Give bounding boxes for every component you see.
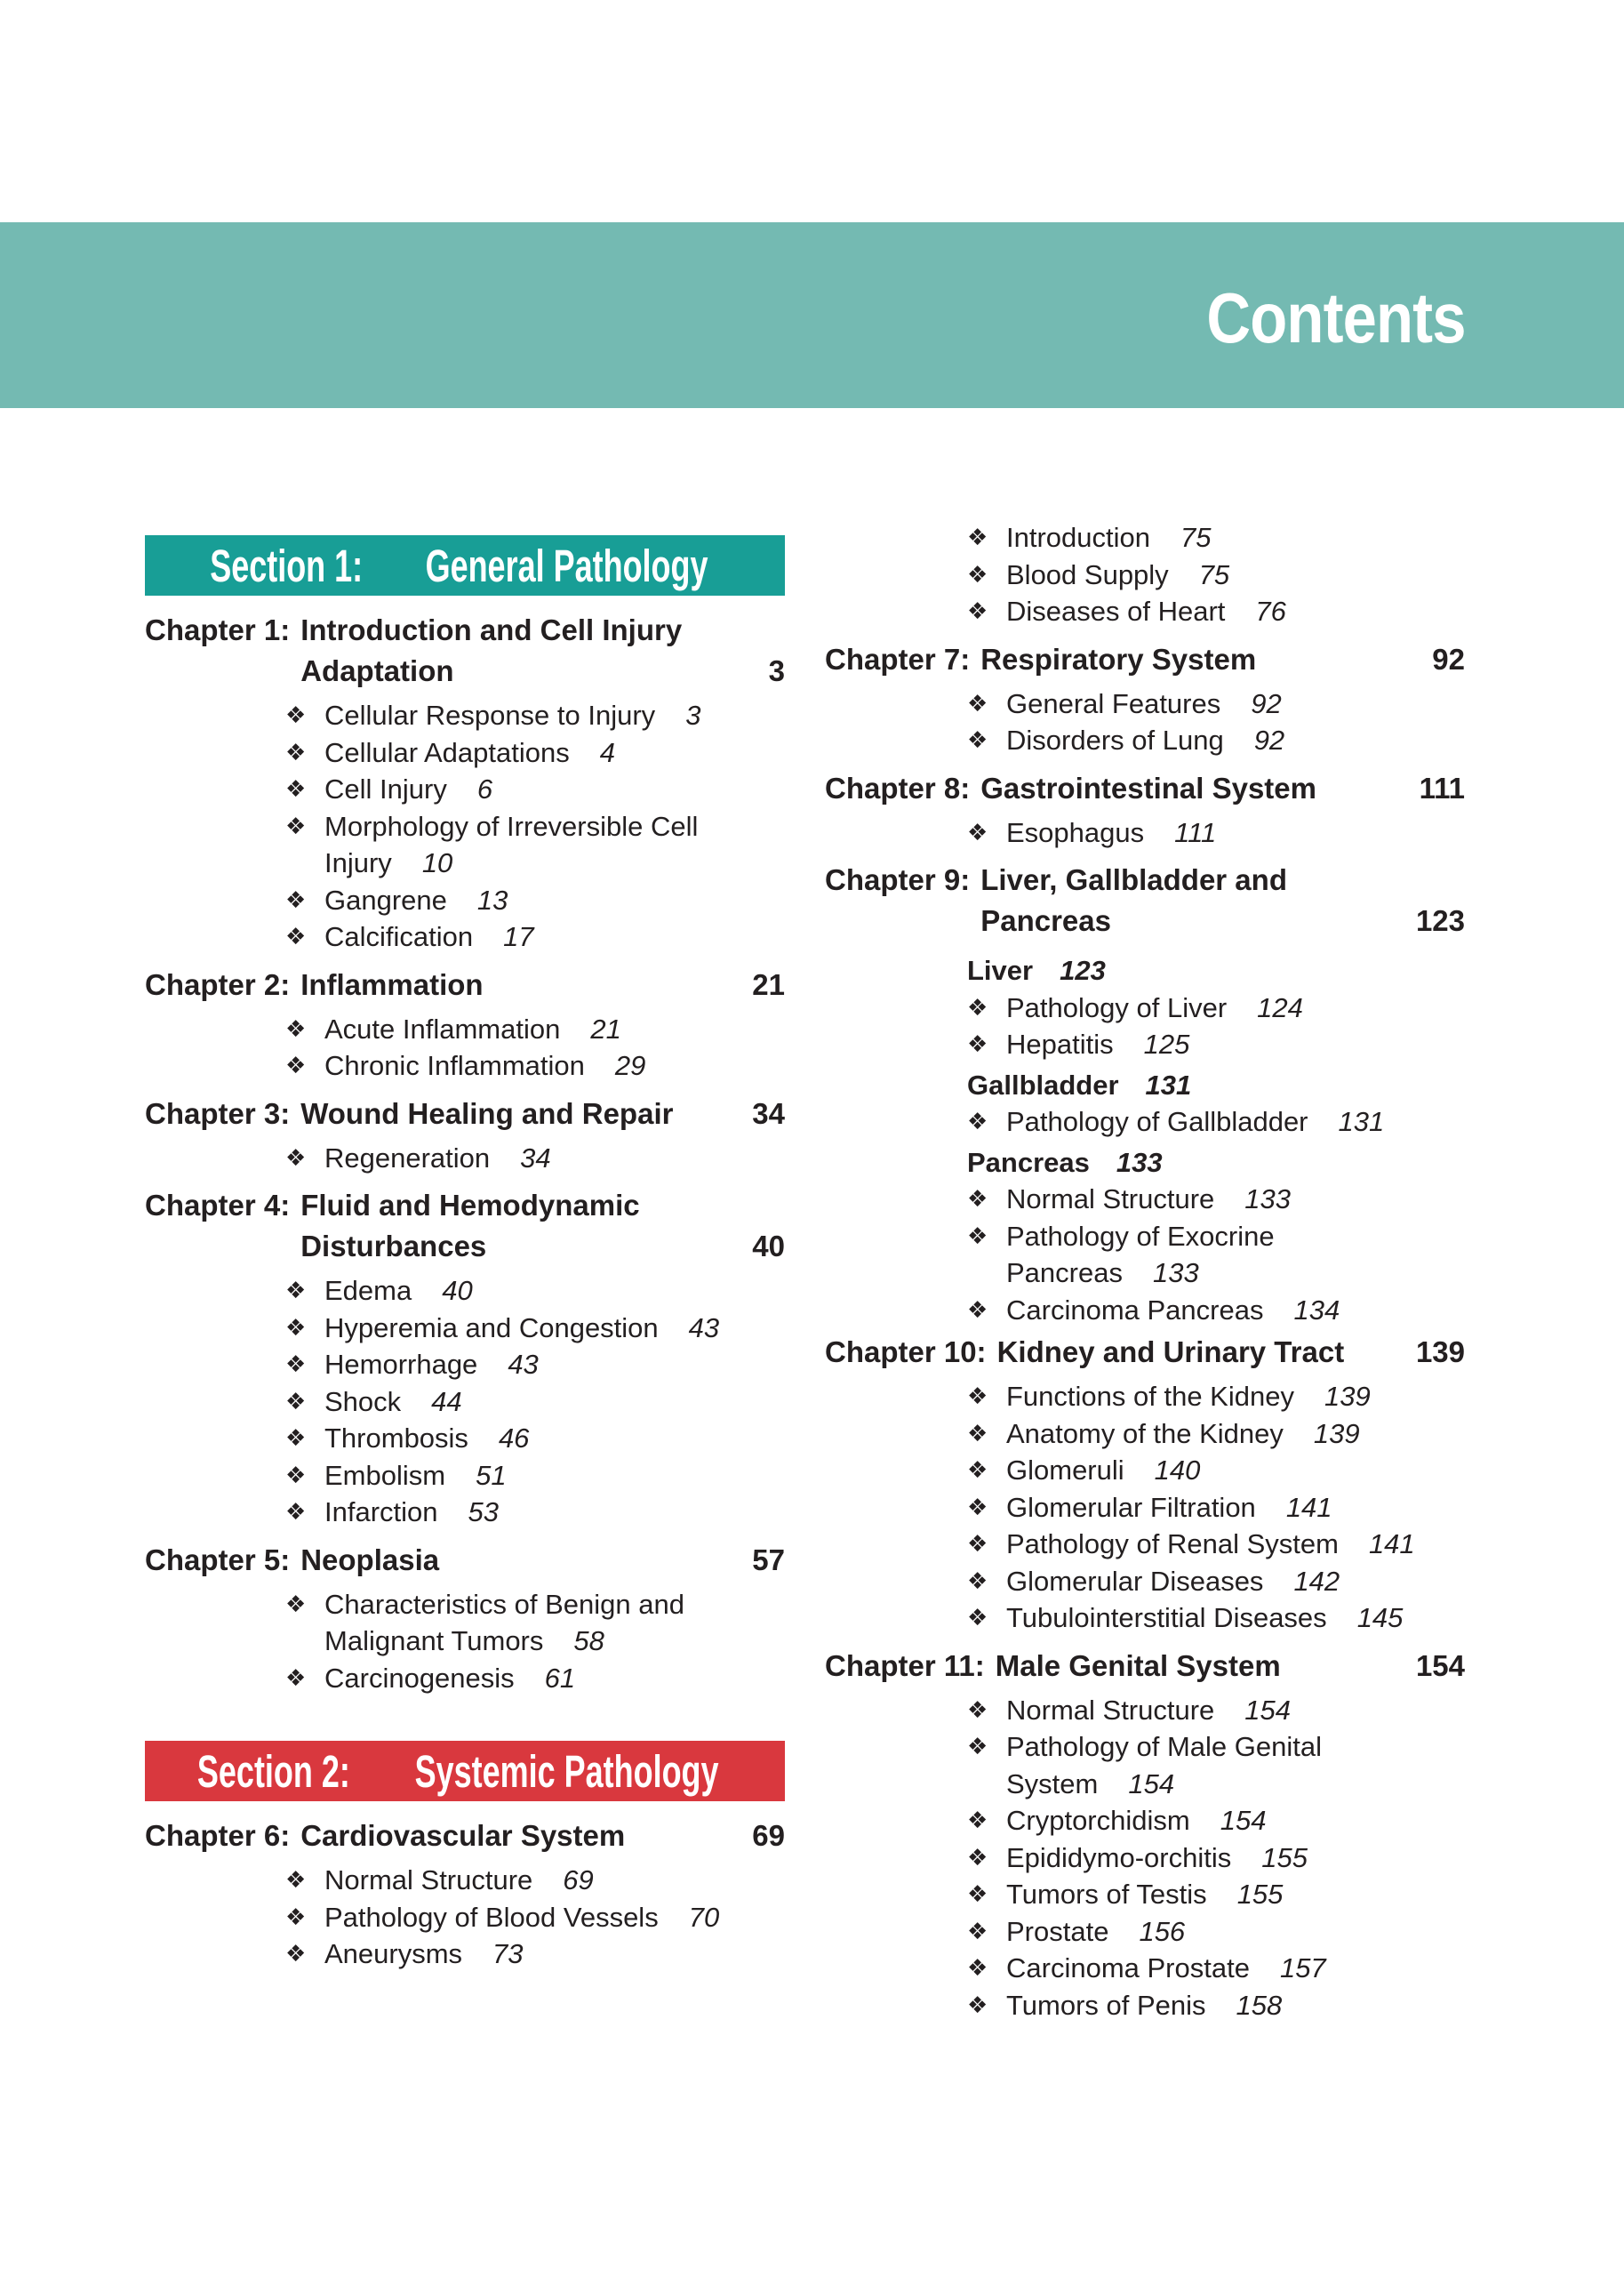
topic-title: Hyperemia and Congestion — [324, 1311, 659, 1343]
topic-page-number: 134 — [1293, 1294, 1340, 1326]
topic-entry[interactable] — [967, 1026, 1465, 1063]
topic-title: Carcinoma Pancreas — [1006, 1294, 1264, 1326]
diamond-bullet-icon: ❖ — [967, 1843, 988, 1871]
topic-page-number: 154 — [1220, 1805, 1267, 1836]
chapter-title: Fluid and Hemodynamic Disturbances — [300, 1189, 640, 1262]
topic-entry[interactable] — [285, 1660, 785, 1697]
topic-page-number: 141 — [1285, 1491, 1332, 1523]
topic-entry[interactable] — [285, 1862, 785, 1899]
topic-page-number: 154 — [1128, 1767, 1175, 1799]
section-title: General Pathology — [425, 540, 708, 591]
topic-entry[interactable] — [967, 1692, 1465, 1729]
diamond-bullet-icon: ❖ — [285, 1940, 307, 1967]
topic-page-number: 158 — [1236, 1989, 1283, 2021]
diamond-bullet-icon: ❖ — [967, 1807, 988, 1833]
diamond-bullet-icon: ❖ — [967, 1991, 988, 2018]
topic-list — [825, 685, 1465, 759]
topic-title: Normal Structure — [324, 1864, 533, 1895]
topic-title: Acute Inflammation — [324, 1013, 561, 1045]
topic-entry[interactable] — [967, 1378, 1465, 1415]
topic-page-number: 155 — [1261, 1841, 1308, 1873]
chapter-label: Chapter 7: — [825, 642, 971, 676]
topic-page-number: 69 — [563, 1864, 594, 1895]
topic-title: Gangrene — [324, 884, 447, 916]
diamond-bullet-icon: ❖ — [285, 701, 307, 728]
topic-page-number: 142 — [1293, 1565, 1340, 1597]
topic-entry[interactable] — [967, 1563, 1465, 1600]
diamond-bullet-icon: ❖ — [285, 1143, 307, 1171]
topic-entry[interactable] — [967, 814, 1465, 852]
topic-entry[interactable] — [285, 697, 785, 734]
topic-list — [145, 1140, 785, 1177]
diamond-bullet-icon: ❖ — [285, 1590, 307, 1617]
topic-entry[interactable] — [967, 1950, 1465, 1987]
topic-entry[interactable] — [285, 1310, 785, 1347]
topic-title: Epididymo-orchitis — [1006, 1841, 1232, 1873]
chapter-page-number: 92 — [1432, 642, 1465, 676]
chapter-label: Chapter 8: — [825, 771, 971, 805]
topic-page-number: 131 — [1338, 1106, 1385, 1137]
diamond-bullet-icon: ❖ — [967, 1880, 988, 1907]
topic-entry[interactable] — [967, 1452, 1465, 1489]
topic-title: Tumors of Testis — [1006, 1879, 1207, 1910]
topic-entry[interactable] — [285, 771, 785, 808]
topic-list — [145, 1272, 785, 1531]
diamond-bullet-icon: ❖ — [967, 1695, 988, 1723]
chapter-label: Chapter 3: — [145, 1096, 291, 1130]
topic-page-number: 44 — [431, 1385, 462, 1417]
chapter-title: Wound Healing and Repair — [300, 1096, 674, 1130]
topic-page-number: 92 — [1251, 687, 1282, 719]
topic-page-number: 17 — [503, 921, 534, 952]
topic-title: Cell Injury — [324, 773, 447, 805]
topic-page-number: 140 — [1154, 1455, 1201, 1486]
topic-entry[interactable] — [967, 1415, 1465, 1453]
diamond-bullet-icon: ❖ — [285, 1663, 307, 1691]
topic-title: Esophagus — [1006, 816, 1145, 848]
topic-title: General Features — [1006, 687, 1221, 719]
diamond-bullet-icon: ❖ — [967, 993, 988, 1021]
diamond-bullet-icon: ❖ — [967, 1530, 988, 1557]
subsection-page-number: 123 — [1060, 955, 1106, 986]
subsection-heading[interactable] — [825, 1067, 1465, 1104]
topic-entry[interactable] — [967, 1802, 1465, 1839]
diamond-bullet-icon: ❖ — [967, 1917, 988, 1944]
chapter-page-number: 40 — [752, 1230, 785, 1262]
topic-list — [825, 990, 1465, 1063]
section-heading-text — [182, 1745, 748, 1798]
topic-entry[interactable] — [967, 593, 1465, 630]
topic-title: Anatomy of the Kidney — [1006, 1417, 1284, 1449]
toc-right-column — [825, 522, 1465, 2032]
chapter-label: Chapter 11: — [825, 1648, 985, 1682]
diamond-bullet-icon: ❖ — [285, 1866, 307, 1893]
chapter-label: Chapter 2: — [145, 967, 291, 1001]
chapter-title: Gastrointestinal System — [980, 771, 1316, 805]
toc-left-column — [145, 535, 785, 1982]
topic-page-number: 70 — [688, 1901, 720, 1933]
topic-page-number: 43 — [688, 1311, 720, 1343]
topic-title: Characteristics of Benign and Malignant Tumors — [324, 1588, 684, 1656]
topic-title: Pathology of Male Genital System — [1006, 1731, 1322, 1799]
diamond-bullet-icon: ❖ — [967, 1954, 988, 1981]
topic-entry[interactable] — [285, 1420, 785, 1457]
diamond-bullet-icon: ❖ — [967, 1108, 988, 1134]
topic-title: Glomerular Filtration — [1006, 1491, 1256, 1523]
topic-page-number: 51 — [476, 1459, 507, 1491]
topic-title: Prostate — [1006, 1915, 1109, 1947]
chapter-title: Male Genital System — [995, 1648, 1281, 1682]
chapter-label: Chapter 6: — [145, 1819, 291, 1852]
chapter-page-number: 34 — [752, 1096, 785, 1130]
chapter-label: Chapter 9: — [825, 863, 971, 896]
diamond-bullet-icon: ❖ — [967, 524, 988, 550]
topic-list — [145, 1011, 785, 1085]
topic-page-number: 29 — [614, 1050, 646, 1081]
chapter-title: Liver, Gallbladder and Pancreas — [980, 863, 1287, 937]
chapter-heading[interactable] — [825, 768, 1465, 809]
topic-title: Pathology of Gallbladder — [1006, 1106, 1308, 1137]
topic-title: Hepatitis — [1006, 1029, 1114, 1060]
topic-entry[interactable] — [967, 1728, 1465, 1802]
topic-list — [825, 1181, 1465, 1328]
topic-page-number: 61 — [544, 1662, 576, 1694]
topic-title: Morphology of Irreversible Cell Injury — [324, 810, 699, 878]
topic-entry[interactable] — [285, 1899, 785, 1936]
topic-entry[interactable] — [967, 1839, 1465, 1877]
topic-page-number: 46 — [498, 1422, 530, 1454]
section-title: Systemic Pathology — [414, 1745, 719, 1797]
topic-title: Shock — [324, 1385, 402, 1417]
topic-title: Diseases of Heart — [1006, 596, 1226, 627]
chapter-heading[interactable] — [825, 1332, 1465, 1373]
diamond-bullet-icon: ❖ — [285, 923, 307, 950]
topic-entry[interactable] — [967, 1181, 1465, 1218]
topic-page-number: 133 — [1152, 1257, 1199, 1288]
topic-entry[interactable] — [285, 734, 785, 772]
subsection-page-number: 133 — [1116, 1146, 1163, 1178]
chapter-page-number: 123 — [1415, 904, 1465, 937]
subsection-heading[interactable] — [825, 1144, 1465, 1182]
subsection-title: Gallbladder — [967, 1069, 1119, 1101]
topic-page-number: 155 — [1236, 1879, 1284, 1910]
topic-title: Thrombosis — [324, 1422, 468, 1454]
diamond-bullet-icon: ❖ — [967, 689, 988, 717]
chapter-title: Introduction and Cell Injury Adaptation — [300, 613, 683, 687]
topic-title: Carcinogenesis — [324, 1662, 515, 1694]
topic-title: Embolism — [324, 1459, 446, 1491]
chapter-heading[interactable] — [145, 1094, 785, 1134]
topic-title: Normal Structure — [1006, 1694, 1215, 1726]
topic-title: Pathology of Liver — [1006, 991, 1228, 1023]
topic-page-number: 92 — [1253, 725, 1285, 756]
topic-title: Regeneration — [324, 1142, 491, 1174]
diamond-bullet-icon: ❖ — [967, 1295, 988, 1323]
topic-title: Hemorrhage — [324, 1349, 478, 1380]
topic-title: Functions of the Kidney — [1006, 1381, 1294, 1412]
topic-page-number: 73 — [492, 1938, 524, 1969]
chapter-title: Inflammation — [300, 967, 484, 1001]
topic-entry[interactable] — [967, 1913, 1465, 1951]
topic-entry[interactable] — [285, 1383, 785, 1421]
diamond-bullet-icon: ❖ — [967, 1382, 988, 1409]
topic-title: Normal Structure — [1006, 1183, 1215, 1214]
topic-page-number: 34 — [520, 1142, 551, 1174]
chapter-label: Chapter 5: — [145, 1543, 291, 1576]
topic-title: Glomeruli — [1006, 1455, 1124, 1486]
topic-page-number: 4 — [599, 736, 615, 768]
diamond-bullet-icon: ❖ — [967, 1419, 988, 1447]
topic-entry[interactable] — [285, 1272, 785, 1310]
topic-title: Cellular Adaptations — [324, 736, 570, 768]
section-heading — [145, 1741, 785, 1801]
topic-entry[interactable] — [285, 1011, 785, 1048]
topic-title: Blood Supply — [1006, 558, 1169, 590]
chapter-page-number: 57 — [752, 1543, 785, 1576]
topic-title: Glomerular Diseases — [1006, 1565, 1264, 1597]
topic-entry[interactable] — [285, 1457, 785, 1495]
topic-page-number: 75 — [1180, 522, 1212, 553]
diamond-bullet-icon: ❖ — [285, 1424, 307, 1451]
chapter-page-number: 139 — [1415, 1335, 1465, 1368]
chapter-label: Chapter 4: — [145, 1189, 291, 1222]
topic-list — [825, 1692, 1465, 2024]
topic-page-number: 133 — [1244, 1183, 1292, 1214]
chapter-title: Cardiovascular System — [300, 1819, 626, 1852]
diamond-bullet-icon: ❖ — [285, 886, 307, 913]
topic-entry[interactable] — [967, 1292, 1465, 1329]
diamond-bullet-icon: ❖ — [285, 775, 307, 802]
topic-page-number: 10 — [421, 847, 453, 878]
topic-page-number: 75 — [1198, 558, 1230, 590]
topic-entry[interactable] — [967, 1876, 1465, 1913]
topic-page-number: 21 — [590, 1013, 621, 1045]
topic-page-number: 157 — [1279, 1952, 1326, 1983]
topic-entry[interactable] — [967, 1526, 1465, 1563]
topic-title: Cellular Response to Injury — [324, 700, 656, 731]
diamond-bullet-icon: ❖ — [967, 1222, 988, 1249]
topic-entry[interactable] — [285, 1047, 785, 1085]
topic-page-number: 156 — [1139, 1915, 1186, 1947]
topic-list — [145, 697, 785, 956]
topic-title: Pathology of Blood Vessels — [324, 1901, 659, 1933]
topic-entry[interactable] — [967, 519, 1465, 557]
diamond-bullet-icon: ❖ — [967, 560, 988, 588]
topic-title: Calcification — [324, 921, 474, 952]
diamond-bullet-icon: ❖ — [285, 1387, 307, 1414]
topic-title: Introduction — [1006, 522, 1150, 553]
topic-page-number: 58 — [573, 1625, 604, 1656]
diamond-bullet-icon: ❖ — [967, 597, 988, 624]
chapter-page-number: 154 — [1415, 1648, 1465, 1682]
diamond-bullet-icon: ❖ — [285, 1052, 307, 1078]
topic-list — [145, 1586, 785, 1697]
topic-entry[interactable] — [967, 1987, 1465, 2024]
chapter-heading[interactable] — [825, 1646, 1465, 1687]
diamond-bullet-icon: ❖ — [285, 1498, 307, 1525]
topic-page-number: 6 — [476, 773, 493, 805]
subsection-page-number: 131 — [1145, 1069, 1192, 1101]
chapter-title: Respiratory System — [980, 642, 1257, 676]
topic-page-number: 40 — [442, 1275, 473, 1306]
subsection-heading[interactable] — [825, 952, 1465, 990]
page-title: Contents — [1206, 278, 1466, 357]
section-heading — [145, 535, 785, 596]
chapter-page-number: 69 — [752, 1819, 785, 1852]
topic-page-number: 111 — [1174, 816, 1217, 848]
topic-entry[interactable] — [285, 1494, 785, 1531]
topic-title: Tumors of Penis — [1006, 1989, 1206, 2021]
topic-entry[interactable] — [967, 1599, 1465, 1637]
topic-title: Carcinoma Prostate — [1006, 1952, 1250, 1983]
topic-list — [825, 1378, 1465, 1637]
chapter-page-number: 21 — [752, 967, 785, 1001]
topic-list — [145, 1862, 785, 1973]
diamond-bullet-icon: ❖ — [967, 818, 988, 845]
topic-page-number: 154 — [1244, 1694, 1292, 1726]
topic-entry[interactable] — [967, 1489, 1465, 1527]
diamond-bullet-icon: ❖ — [285, 1313, 307, 1341]
chapter-title: Neoplasia — [300, 1543, 440, 1576]
diamond-bullet-icon: ❖ — [285, 1350, 307, 1377]
topic-entry[interactable] — [967, 685, 1465, 723]
topic-page-number: 76 — [1255, 596, 1286, 627]
chapter-heading[interactable] — [145, 1815, 785, 1856]
topic-title: Infarction — [324, 1496, 438, 1527]
section-heading-text — [195, 540, 734, 592]
section-label: Section 1: — [209, 540, 363, 591]
subsection-title: Liver — [967, 955, 1034, 986]
diamond-bullet-icon: ❖ — [285, 1014, 307, 1042]
topic-title: Pathology of Exocrine Pancreas — [1006, 1220, 1275, 1288]
topic-entry[interactable] — [285, 1935, 785, 1973]
diamond-bullet-icon: ❖ — [967, 1456, 988, 1483]
chapter-heading[interactable] — [145, 610, 785, 692]
diamond-bullet-icon: ❖ — [967, 1493, 988, 1520]
chapter-label: Chapter 10: — [825, 1335, 987, 1368]
chapter-heading[interactable] — [825, 639, 1465, 680]
chapter-heading[interactable] — [825, 860, 1465, 942]
topic-page-number: 53 — [468, 1496, 499, 1527]
topic-entry[interactable] — [967, 1103, 1465, 1141]
subsection-title: Pancreas — [967, 1146, 1090, 1178]
topic-page-number: 124 — [1257, 991, 1303, 1023]
topic-page-number: 43 — [508, 1349, 539, 1380]
diamond-bullet-icon: ❖ — [967, 1733, 988, 1759]
chapter-heading[interactable] — [145, 1185, 785, 1267]
topic-list — [825, 519, 1465, 630]
topic-title: Tubulointerstitial Diseases — [1006, 1602, 1327, 1633]
topic-title: Edema — [324, 1275, 412, 1306]
topic-entry[interactable] — [285, 882, 785, 919]
topic-entry[interactable] — [285, 808, 785, 882]
chapter-title: Kidney and Urinary Tract — [996, 1335, 1345, 1368]
topic-entry[interactable] — [285, 1346, 785, 1383]
chapter-heading[interactable] — [145, 1540, 785, 1581]
diamond-bullet-icon: ❖ — [967, 1604, 988, 1631]
diamond-bullet-icon: ❖ — [967, 726, 988, 753]
diamond-bullet-icon: ❖ — [967, 1567, 988, 1594]
chapter-heading[interactable] — [145, 965, 785, 1006]
topic-entry[interactable] — [967, 1218, 1465, 1292]
topic-title: Pathology of Renal System — [1006, 1528, 1339, 1559]
chapter-label: Chapter 1: — [145, 613, 291, 646]
diamond-bullet-icon: ❖ — [285, 1277, 307, 1303]
section-label: Section 2: — [196, 1745, 350, 1797]
topic-entry[interactable] — [285, 1140, 785, 1177]
topic-entry[interactable] — [967, 722, 1465, 759]
contents-banner — [0, 222, 1624, 408]
topic-page-number: 125 — [1143, 1029, 1190, 1060]
topic-page-number: 141 — [1368, 1528, 1415, 1559]
topic-entry[interactable] — [967, 990, 1465, 1027]
diamond-bullet-icon: ❖ — [285, 1903, 307, 1930]
topic-page-number: 3 — [685, 700, 701, 731]
topic-entry[interactable] — [285, 918, 785, 956]
topic-title: Cryptorchidism — [1006, 1805, 1190, 1836]
topic-page-number: 13 — [476, 884, 508, 916]
diamond-bullet-icon: ❖ — [285, 812, 307, 839]
topic-page-number: 145 — [1356, 1602, 1404, 1633]
chapter-page-number: 3 — [768, 654, 785, 687]
topic-page-number: 139 — [1313, 1417, 1360, 1449]
diamond-bullet-icon: ❖ — [967, 1030, 988, 1057]
topic-title: Disorders of Lung — [1006, 725, 1224, 756]
diamond-bullet-icon: ❖ — [967, 1185, 988, 1212]
topic-title: Chronic Inflammation — [324, 1050, 585, 1081]
topic-title: Aneurysms — [324, 1938, 463, 1969]
chapter-page-number: 111 — [1419, 771, 1465, 805]
topic-page-number: 139 — [1324, 1381, 1371, 1412]
topic-list — [825, 814, 1465, 852]
topic-entry[interactable] — [967, 557, 1465, 594]
topic-entry[interactable] — [285, 1586, 785, 1660]
topic-list — [825, 1103, 1465, 1141]
diamond-bullet-icon: ❖ — [285, 1461, 307, 1488]
diamond-bullet-icon: ❖ — [285, 738, 307, 765]
